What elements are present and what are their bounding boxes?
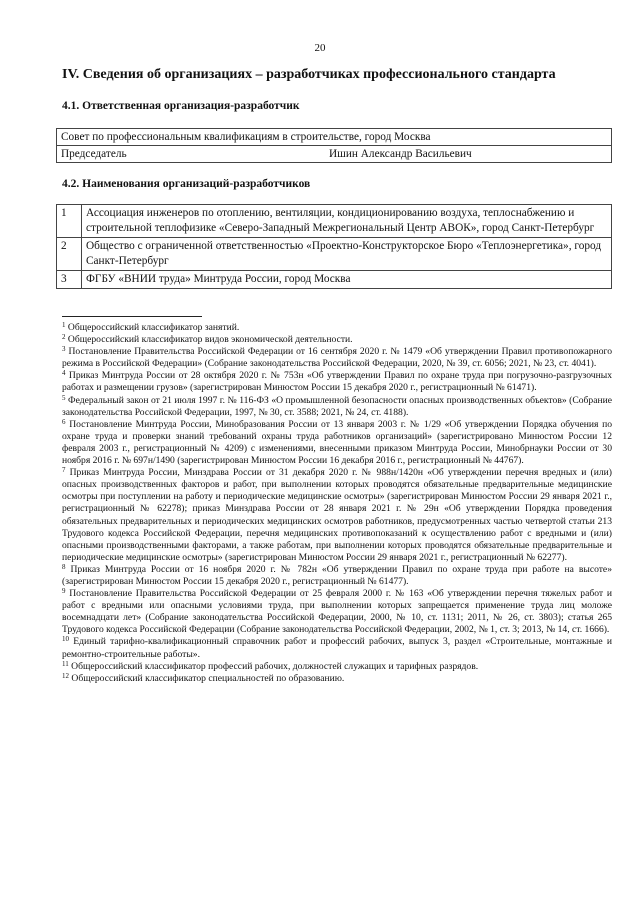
row-number: 3 [57, 271, 82, 289]
footnote-separator [62, 316, 202, 317]
footnote-mark: 9 [62, 587, 66, 596]
footnote [62, 564, 612, 588]
footnote-text: Приказ Минтруда России от 28 октября 2020 г. № 753н «Об утверждении Правил по охране труда при погрузочно-разгрузочных работах и размещении грузов» (зарегистрирован Минюстом России 15 декабря 2020 г., регистрационный № 61471). [62, 370, 612, 394]
responsible-heading: 4.1. Ответственная организация-разработчик [62, 100, 300, 112]
footnote-text: Постановление Правительства Российской Федерации от 25 февраля 2000 г. № 163 «Об утверждении перечня тяжелых работ и работ с вредными или опасными условиями труда, при выполнении которых запрещается применение труда лиц моложе восемнадцати лет» (Собрание законодательства Российской Федерации, 2000, № 10, ст. 1131; 2011, № 26, ст. 3803); статья 265 Трудового кодекса Российской Федерации (Собрание законодательства Российской Федерации, 2002, № 1, ст. 3; 2013, № 14, ст. 1666). [62, 588, 612, 636]
table-row [57, 129, 612, 146]
developers-heading: 4.2. Наименования организаций-разработчиков [62, 178, 311, 190]
footnote-mark: 6 [62, 417, 66, 426]
footnote-text: Общероссийский классификатор видов экономической деятельности. [67, 334, 353, 346]
footnote [62, 467, 612, 564]
developers-table [56, 204, 612, 289]
footnote [62, 661, 612, 673]
footnote-mark: 7 [62, 466, 66, 475]
responsible-organization: Совет по профессиональным квалификациям в строительстве, город Москва [57, 129, 612, 146]
table-row [57, 205, 612, 238]
organization-name: ФГБУ «ВНИИ труда» Минтруда России, город Москва [82, 271, 612, 289]
responsible-person: Ишин Александр Васильевич [329, 148, 472, 160]
responsible-signatory [57, 146, 612, 163]
footnotes [62, 322, 612, 685]
footnote-text: Приказ Минтруда России от 16 ноября 2020 г. № 782н «Об утверждении Правил по охране труда при работе на высоте» (зарегистрирован Минюстом России 15 декабря 2020 г., регистрационный № 61477). [62, 563, 612, 587]
footnote-mark: 8 [62, 562, 66, 571]
footnote-text: Единый тарифно-квалификационный справочник работ и профессий рабочих, выпуск 3, раздел «Строительные, монтажные и ремонтно-строительные работы». [62, 636, 612, 660]
footnote-mark: 11 [62, 659, 69, 668]
table-row [57, 238, 612, 271]
organization-name: Ассоциация инженеров по отоплению, вентиляции, кондиционированию воздуха, теплоснабжению и строительной теплофизике «Северо-Западный Межрегиональный Центр АВОК», город Санкт-Петербург [82, 205, 612, 238]
footnote-mark: 4 [62, 369, 66, 378]
footnote-text: Постановление Минтруда России, Минобразования России от 13 января 2003 г. № 1/29 «Об утверждении Порядка обучения по охране труда и проверки знаний требований охраны труда работников организаций» (зарегистрировано Минюстом России 12 февраля 2003 г., регистрационный № 4209) с изменениями, внесенными приказом Минтруда России, Минобрнауки России от 30 ноября 2016 г. № 697н/1490 (зарегистрирован Минюстом России 16 декабря 2016 г., регистрационный № 44767). [62, 418, 612, 467]
organization-name: Общество с ограниченной ответственностью «Проектно-Конструкторское Бюро «Теплоэнергетика», город Санкт-Петербург [82, 238, 612, 271]
responsible-role: Председатель [61, 148, 127, 160]
footnote-text: Общероссийский классификатор занятий. [67, 322, 240, 333]
footnote [62, 370, 612, 394]
page-number: 20 [314, 42, 326, 54]
footnote-mark: 1 [62, 321, 66, 329]
footnote [62, 419, 612, 467]
table-row [57, 146, 612, 163]
footnote-text: Постановление Правительства Российской Федерации от 16 сентября 2020 г. № 1479 «Об утверждении Правил противопожарного режима в Российской Федерации» (Собрание законодательства Российской Федерации, 2020, № 39, ст. 6056; 2021, № 23, ст. 4041). [62, 346, 612, 370]
footnote-text: Федеральный закон от 21 июля 1997 г. № 116-ФЗ «О промышленной безопасности опасных производственных объектов» (Собрание законодательства Российской Федерации, 1997, № 30, ст. 3588; 2021, № 24, ст. 4188). [62, 394, 612, 418]
footnote [62, 395, 612, 419]
responsible-table [56, 128, 612, 163]
footnote-mark: 10 [62, 635, 69, 644]
footnote [62, 346, 612, 370]
footnote-mark: 2 [62, 333, 66, 342]
row-number: 1 [57, 205, 82, 238]
section-title: IV. Сведения об организациях – разработчиках профессионального стандарта [62, 67, 556, 82]
footnote [62, 588, 612, 636]
footnote-text: Общероссийский классификатор профессий рабочих, должностей служащих и тарифных разрядов. [71, 660, 479, 672]
footnote-mark: 12 [62, 671, 69, 680]
footnote-mark: 5 [62, 393, 66, 402]
footnote-text: Общероссийский классификатор специальностей по образованию. [71, 672, 345, 684]
footnote [62, 322, 612, 334]
footnote-mark: 3 [62, 345, 66, 354]
footnote [62, 673, 612, 685]
footnote-text: Приказ Минтруда России, Минздрава России от 31 декабря 2020 г. № 988н/1420н «Об утверждении перечня вредных и (или) опасных производственных факторов и работ, при выполнении которых проводятся обязательные предварительные медицинские осмотры при поступлении на работу и периодические медицинские осмотры» (зарегистрирован Минюстом России 29 января 2021 г., регистрационный № 62278); приказ Минздрава России от 28 января 2021 г. № 29н «Об утверждении Порядка проведения обязательных предварительных и периодических медицинских осмотров работников, предусмотренных частью четвертой статьи 213 Трудового кодекса Российской Федерации, перечня медицинских противопоказаний к осуществлению работ с вредными и (или) опасными производственными факторами, а также работам, при выполнении которых проводятся обязательные предварительные и периодические медицинские осмотры» (зарегистрирован Минюстом России 29 января 2021 г., регистрационный № 62277). [62, 467, 612, 563]
row-number: 2 [57, 238, 82, 271]
footnote [62, 334, 612, 346]
footnote [62, 636, 612, 660]
table-row [57, 271, 612, 289]
